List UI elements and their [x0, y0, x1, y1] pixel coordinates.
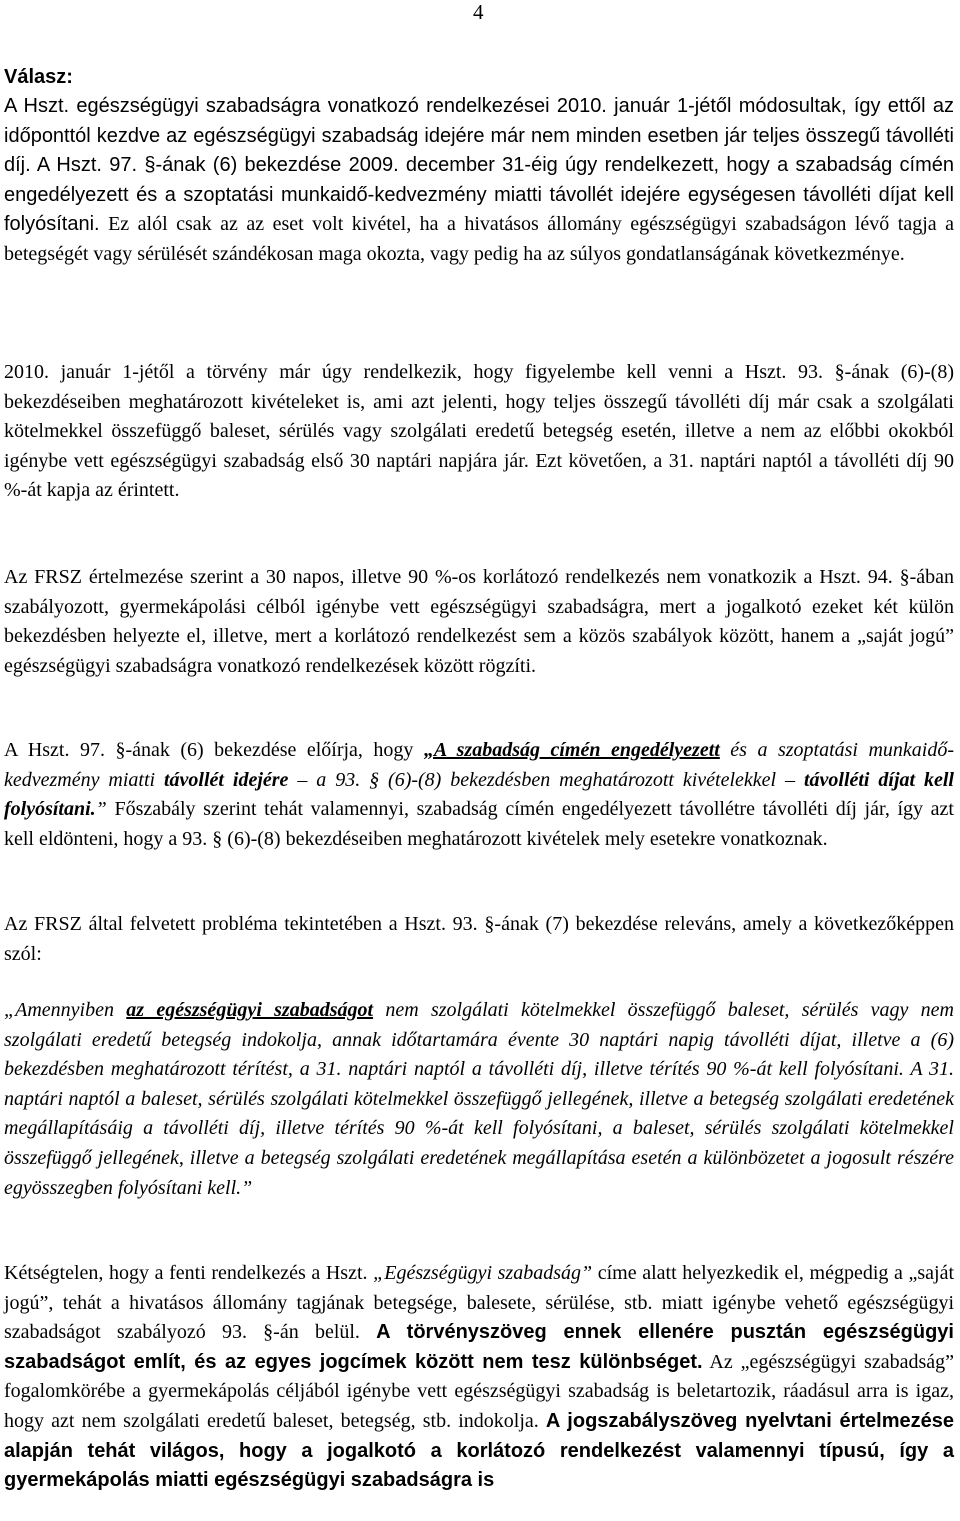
- answer-heading: Válasz:: [4, 66, 73, 88]
- paragraph-1: [4, 92, 954, 270]
- p4-quote-bold-1: „A szabadság címén engedélyezett: [423, 739, 720, 761]
- p7-bold-2: A jogszabályszöveg nyelvtani értelmezése alapján tehát világos, hogy a jogalkotó a korlátozó rendelkezést valamennyi típusú, így a gyermekápolás miatti egészségügyi szabadságra is: [4, 1409, 954, 1492]
- paragraph-5: [4, 910, 954, 969]
- p4-quote-bold-3: távolléti díjat kell folyósítani.: [4, 768, 954, 821]
- p4-quote-close: ”: [95, 798, 107, 821]
- paragraph-1-serif-part: Ez alól csak az az eset volt kivétel, ha a hivatásos állomány egészségügyi szabadságon lévő tagja a betegségét vagy sérülését szándékosan maga okozta, vagy pedig ha az súlyos gondatlanságának következménye.: [4, 213, 954, 265]
- p4-tail: Főszabály szerint tehát valamennyi, szabadság címén engedélyezett távollétre távolléti díj jár, így azt kell eldönteni, hogy a 93. § (6)-(8) bekezdéseiben meghatározott kivételek mely esetekre vonatkoznak.: [4, 798, 954, 850]
- quoted-statute: [4, 996, 954, 1203]
- paragraph-1-sans-part: A Hszt. egészségügyi szabadságra vonatkozó rendelkezései 2010. január 1-jétől módosultak, így ettől az időponttól kezdve az egészségügyi szabadság idejére már nem minden esetben jár teljes összegű távolléti díj. A Hszt. 97. §-ának (6) bekezdése 2009. december 31-éig úgy rendelkezett, hogy a szabadság címén engedélyezett és a szoptatási munkaidő-kedvezmény miatti távollét idejére egységesen távolléti díjat kell folyósítani.: [4, 95, 954, 236]
- p6-body: nem szolgálati kötelmekkel összefüggő baleset, sérülés vagy nem szolgálati eredetű betegség indokolja, annak időtartamára évente 30 naptári napig távolléti díjat, illetve a (6) bekezdésben meghatározott térítést, a 31. naptári naptól a távolléti díj, illetve térítés 90 %-át kell folyósítani. A 31. naptári naptól a baleset, sérülés szolgálati kötelmekkel összefüggő jellegének, illetve a betegség szolgálati eredetének megállapításáig a távolléti díj, illetve térítés 90 %-át kell folyósítani, a baleset, sérülés szolgálati kötelmekkel összefüggő jellegének, illetve a betegség szolgálati eredetének megállapítása esetén a különbözetet a jogosult részére egyösszegben folyósítani kell.”: [4, 999, 954, 1199]
- page-number: 4: [473, 0, 484, 24]
- p4-lead: A Hszt. 97. §-ának (6) bekezdése előírja, hogy: [4, 739, 424, 761]
- paragraph-2-text: 2010. január 1-jétől a törvény már úgy rendelkezik, hogy figyelembe kell venni a Hszt. 93. §-ának (6)-(8) bekezdéseiben meghatározott kivételeket is, ami azt jelenti, hogy teljes összegű távolléti díj már csak a szolgálati kötelmekkel összefüggő baleset, sérülés vagy szolgálati eredetű betegség esetén, illetve a nem az előbbi okokból igénybe vett egészségügyi szabadság első 30 naptári napjára jár. Ezt követően, a 31. naptári naptól a távolléti díj 90 %-át kapja az érintett.: [4, 361, 954, 502]
- p4-quote-italic-2: – a 93. § (6)-(8) bekezdésben meghatározott kivételekkel –: [288, 768, 804, 791]
- p7-bold-1: A törvényszöveg ennek ellenére pusztán egészségügyi szabadságot említ, és az egyes jogcímek között nem tesz különbséget.: [4, 1321, 954, 1373]
- p4-quote-italic-1: és a szoptatási munkaidő-kedvezmény miatti: [4, 739, 954, 791]
- paragraph-7: [4, 1259, 954, 1496]
- p6-emphasis: az egészségügyi szabadságot: [126, 999, 374, 1021]
- paragraph-4: [4, 736, 954, 854]
- paragraph-3-text: Az FRSZ értelmezése szerint a 30 napos, illetve 90 %-os korlátozó rendelkezés nem vonatkozik a Hszt. 94. §-ában szabályozott, gyermekápolási célból igénybe vett egészségügyi szabadságra, mert a jogalkotó ezeket két külön bekezdésben helyezte el, illetve, mert a korlátozó rendelkezést sem a közös szabályok között, hanem a „saját jogú” egészségügyi szabadságra vonatkozó rendelkezések között rögzíti.: [4, 566, 954, 677]
- paragraph-3: [4, 563, 954, 681]
- paragraph-2: [4, 358, 954, 506]
- p7-c: címe alatt helyezkedik el, mégpedig a „saját jogú”, tehát a hivatásos állomány tagjának betegsége, balesete, sérülése, stb. miatt igénybe vehető egészségügyi szabadságot szabályozó 93. §-án belül.: [4, 1262, 954, 1344]
- p7-a: Kétségtelen, hogy a fenti rendelkezés a Hszt.: [4, 1262, 374, 1284]
- p7-e: Az „egészségügyi szabadság” fogalomkörébe a gyermekápolás céljából igénybe vett egészségügyi szabadság is beletartozik, ráadásul arra is igaz, hogy azt nem szolgálati eredetű baleset, betegség, stb. indokolja.: [4, 1350, 954, 1432]
- p6-open: „Amennyiben: [4, 999, 127, 1021]
- paragraph-5-text: Az FRSZ által felvetett probléma tekintetében a Hszt. 93. §-ának (7) bekezdése releváns, amely a következőképpen szól:: [4, 913, 954, 965]
- p4-quote-bold-2: távollét idejére: [164, 768, 289, 791]
- p7-title-quote: „Egészségügyi szabadság”: [373, 1262, 593, 1284]
